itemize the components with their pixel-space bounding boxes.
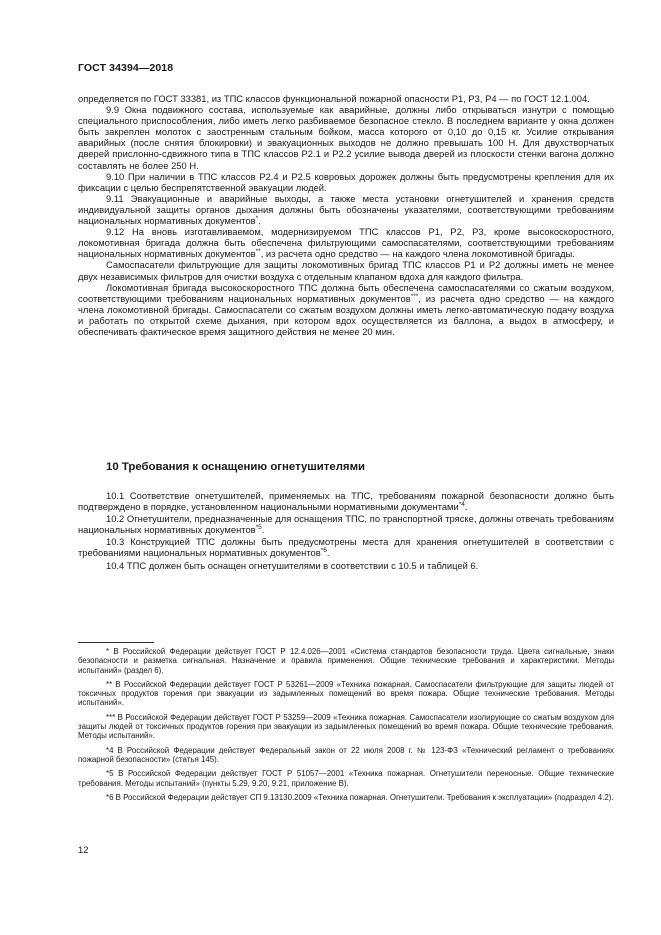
paragraph-10-4: 10.4 ТПС должен быть оснащен огнетушителями в соответствии с 10.5 и таблицей 6. bbox=[106, 559, 479, 571]
paragraph-text: 10.3 Конструкцией ТПС должны быть предусмотрены места для хранения огнетушителей в соответствии с требованиями национальных нормативных документов bbox=[78, 536, 614, 559]
paragraph-text: . bbox=[464, 501, 468, 513]
page-number: 12 bbox=[78, 844, 89, 855]
footnotes bbox=[78, 647, 614, 807]
paragraph-text: 10.2 Огнетушители, предназначенные для оснащения ТПС, по транспортной тряске, должны отвечать требованиям национальных нормативных документов bbox=[78, 513, 614, 536]
paragraph-filters: Самоспасатели фильтрующие для защиты локомотивных бригад ТПС классов Р1 и Р2 должны иметь не менее двух независимых фильтров для очистки воздуха с отдельным клапаном вдоха для каждого фильтра. bbox=[78, 259, 614, 282]
paragraph-text: Локомотивная бригада высокоскоростного ТПС должна быть обеспечена самоспасателями со сжатым воздухом, соответствующими требованиям национальных нормативных документов bbox=[78, 281, 614, 304]
footnote-ref: ** bbox=[255, 248, 261, 256]
section-title: 10 Требования к оснащению огнетушителями bbox=[106, 461, 366, 473]
footnote-ref: *** bbox=[410, 292, 419, 300]
footnote: *4 В Российской Федерации действует Федеральный закон от 22 июля 2008 г. № 123-ФЗ «Технический регламент о требованиях пожарной безопасности» (статья 145). bbox=[78, 745, 614, 764]
footnote: ** В Российской Федерации действует ГОСТ Р 53261—2009 «Техника пожарная. Самоспасатели фильтрующие для защиты людей от токсичных продуктов горения при эвакуации из задымленных помещений во время пожара. Общие технические требования. Методы испытаний». bbox=[78, 679, 614, 708]
footnote: * В Российской Федерации действует ГОСТ Р 12.4.026—2001 «Система стандартов безопасности труда. Цвета сигнальные, знаки безопасности и разметка сигнальная. Назначение и правила применения. Общие технические требования и характеристики. Методы испытаний» (раздел 6). bbox=[78, 647, 614, 675]
footnote: *** В Российской Федерации действует ГОСТ Р 53259—2009 «Техника пожарная. Самоспасатели изолирующие со сжатым воздухом для защиты людей от токсичных продуктов горения при эвакуации из задымленных помещений во время пожара. Общие технические требования. Методы испытаний». bbox=[78, 712, 614, 741]
paragraph-text: , из расчета одно средство — на каждого члена локомотивной бригады. bbox=[260, 248, 575, 260]
paragraph-text: . bbox=[326, 547, 330, 559]
body-text bbox=[78, 93, 614, 337]
section-10-text bbox=[78, 490, 614, 572]
document-header: ГОСТ 34394—2018 bbox=[78, 62, 174, 74]
paragraph-9-9: 9.9 Окна подвижного состава, используемые как аварийные, должны либо открываться изнутри с помощью специального приспособления, либо иметь легко разбиваемое безопасное стекло. В последнем варианте у окна должен быть закреплен молоток с заостренным стальным бойком, масса которого от 0,10 до 0,15 кг. Усилие открывания аварийных (после снятия блокировки) и эвакуационных выходов не должно превышать 100 Н. Для двухстворчатых дверей прислонно-сдвижного типа в ТПС классов Р2.1 и Р2.2 усилие вывода дверей из плоскости стенки вагона должно составлять не более 250 Н. bbox=[78, 104, 614, 171]
paragraph-text: . bbox=[261, 524, 265, 536]
paragraph-continuation: определяется по ГОСТ 33381, из ТПС классов функциональной пожарной опасности Р1, Р3, Р4 — по ГОСТ 12.1.004. bbox=[78, 93, 590, 104]
footnote-ref: * bbox=[255, 215, 259, 223]
paragraph-10-2 bbox=[78, 513, 614, 535]
paragraph-text: 9.12 На вновь изготавливаемом, модернизируемом ТПС классов Р1, Р2, Р3, кроме высокоскоростного, локомотивная бригада должна быть обеспечена фильтрующими самоспасателями, соответствующими требованиям национальных нормативных документов bbox=[78, 226, 614, 260]
paragraph-text: . bbox=[258, 215, 261, 227]
paragraph-text: 10.1 Соответствие огнетушителей, применяемых на ТПС, требованиям пожарной безопасности должно быть подтверждено в порядке, установленном национальными нормативными документами bbox=[78, 490, 614, 513]
paragraph-9-10: 9.10 При наличии в ТПС классов Р2.4 и Р2.5 ковровых дорожек должны быть предусмотрены крепления для их фиксации с целью беспрепятственной эвакуации людей. bbox=[78, 170, 614, 193]
footnote-ref: *6 bbox=[320, 547, 327, 555]
footnote: *6 В Российской Федерации действует СП 9.13130.2009 «Техника пожарная. Огнетушители. Требования к эксплуатации» (подраздел 4.2). bbox=[106, 792, 614, 802]
footnote: *5 В Российской Федерации действует ГОСТ Р 51057—2001 «Техника пожарная. Огнетушители переносные. Общие технические требования. Методы испытаний» (пункты 5.29, 9.20, 9.21, приложение В). bbox=[78, 769, 614, 788]
paragraph-10-1 bbox=[78, 490, 614, 512]
footnote-ref: *4 bbox=[458, 501, 465, 509]
paragraph-text: 9.11 Эвакуационные и аварийные выходы, а также места установки огнетушителей и хранения средств индивидуальной защиты органов дыхания должны быть обозначены указателями, соответствующими требованиям национальных нормативных документов bbox=[78, 192, 614, 227]
footnote-ref: *5 bbox=[255, 524, 262, 532]
paragraph-10-3 bbox=[78, 536, 614, 558]
paragraph-text: , из расчета одно средство — на каждого члена локомотивной бригады. Самоспасатели со сжатым воздухом должны иметь легко-автоматическую подачу воздуха и работать по открытой схеме дыхания, при котором вдох осуществляется из баллона, а выдох в атмосферу, и обеспечивать фактическое время защитного действия не менее 20 мин. bbox=[78, 292, 614, 337]
paragraph-9-12 bbox=[78, 226, 614, 259]
paragraph-high-speed bbox=[78, 282, 614, 337]
paragraph-9-11 bbox=[78, 193, 614, 226]
footnote-divider bbox=[78, 642, 154, 643]
